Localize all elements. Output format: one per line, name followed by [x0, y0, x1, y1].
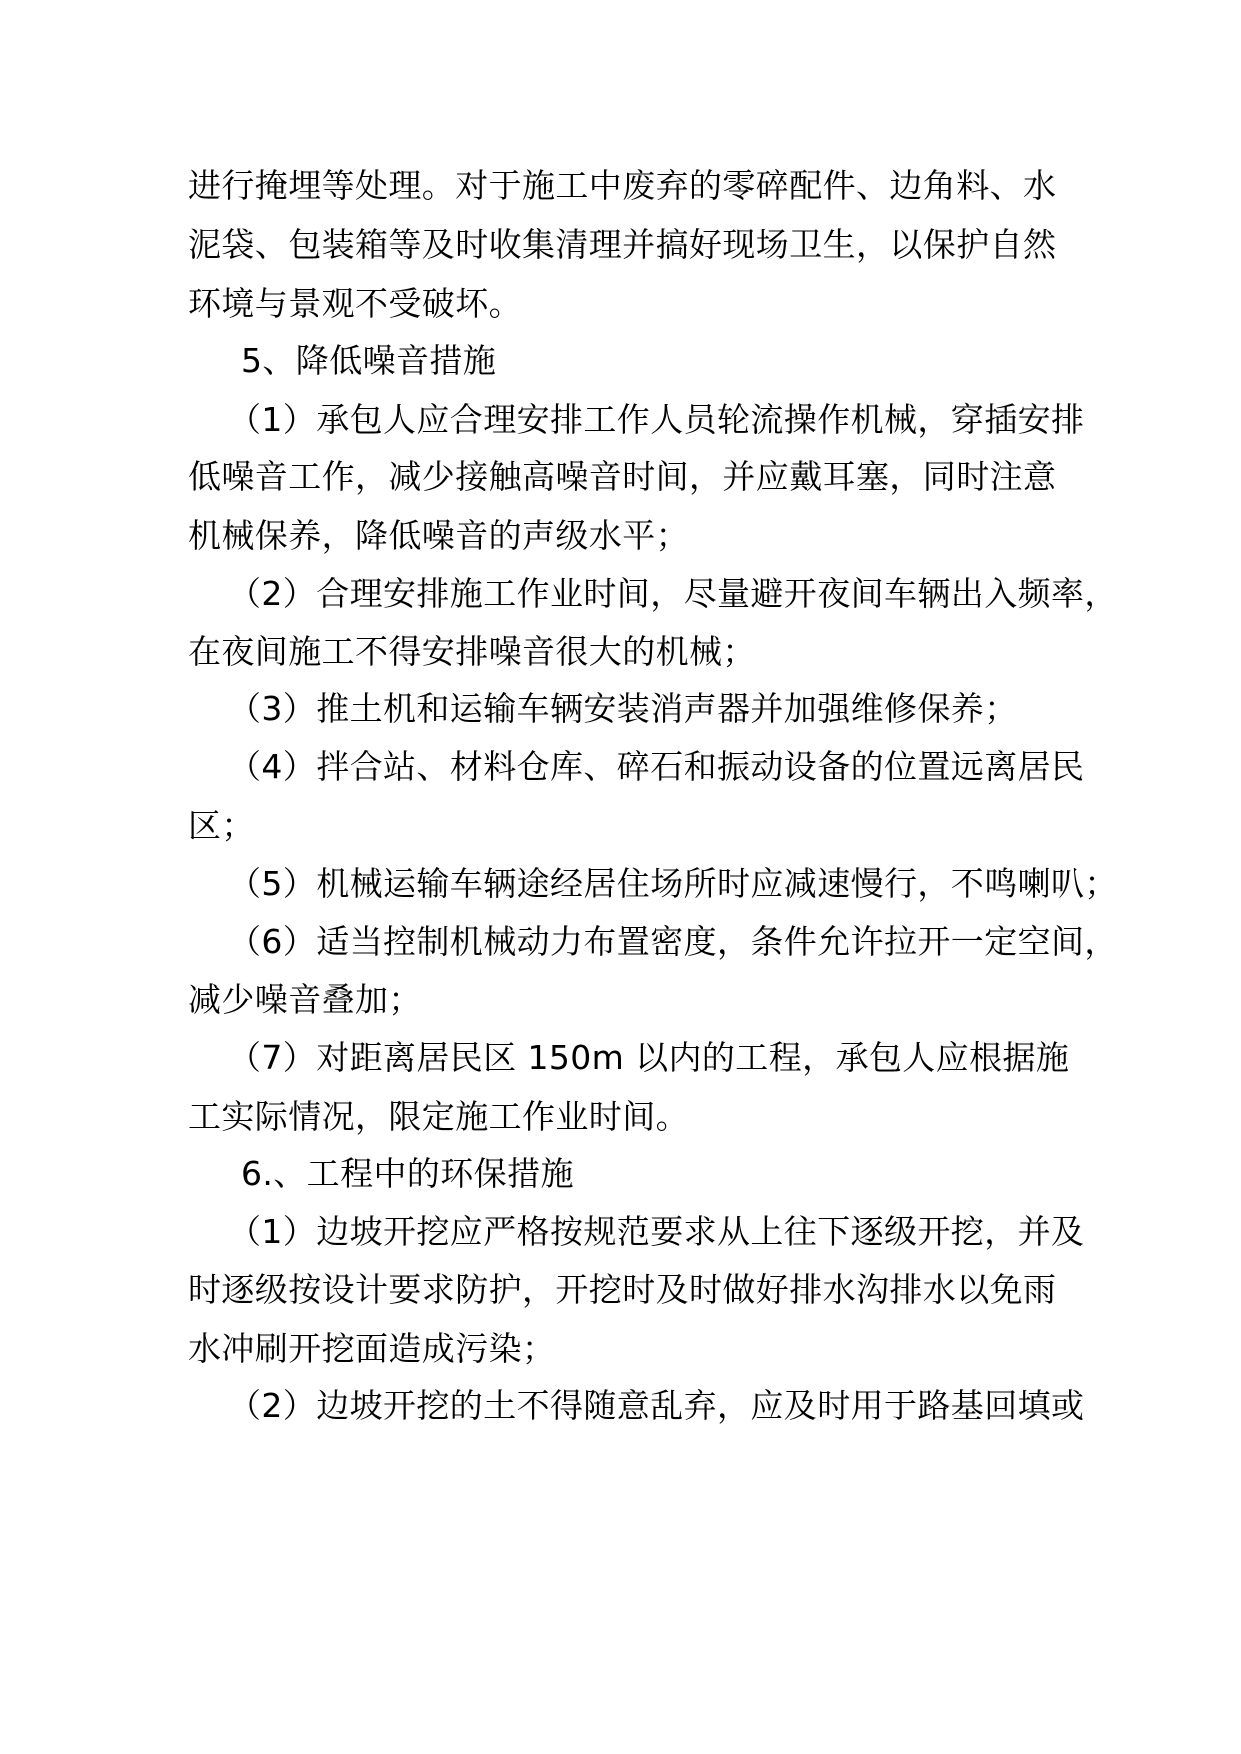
list-item-line: （5）机械运输车辆途经居住场所时应减速慢行，不鸣喇叭；: [228, 864, 1118, 903]
paragraph-line: 水冲刷开挖面造成污染；: [188, 1329, 556, 1368]
list-item-line: （3）推土机和运输车辆安装消声器并加强维修保养；: [228, 689, 1018, 728]
paragraph-line: 环境与景观不受破坏。: [188, 284, 522, 323]
list-item-line: （4）拌合站、材料仓库、碎石和振动设备的位置远离居民: [228, 747, 1085, 786]
paragraph-line: 在夜间施工不得安排噪音很大的机械；: [188, 632, 756, 671]
list-item-line: （2）边坡开挖的土不得随意乱弃，应及时用于路基回填或: [228, 1386, 1085, 1425]
paragraph-line: 低噪音工作，减少接触高噪音时间，并应戴耳塞，同时注意: [188, 457, 1057, 496]
paragraph-line: 时逐级按设计要求防护，开挖时及时做好排水沟排水以免雨: [188, 1270, 1057, 1309]
list-item-line: （1）边坡开挖应严格按规范要求从上往下逐级开挖，并及: [228, 1212, 1085, 1251]
section-heading: 5、降低噪音措施: [241, 341, 497, 380]
list-item-line: （1）承包人应合理安排工作人员轮流操作机械，穿插安排: [228, 400, 1085, 439]
paragraph-line: 机械保养，降低噪音的声级水平；: [188, 516, 689, 555]
paragraph-line: 进行掩埋等处理。对于施工中废弃的零碎配件、边角料、水: [188, 166, 1057, 205]
paragraph-line: 工实际情况，限定施工作业时间。: [188, 1097, 689, 1136]
paragraph-line: 减少噪音叠加；: [188, 980, 422, 1019]
list-item-line: （6）适当控制机械动力布置密度，条件允许拉开一定空间，: [228, 922, 1118, 961]
list-item-line: （7）对距离居民区 150m 以内的工程，承包人应根据施: [228, 1038, 1070, 1077]
section-heading: 6.、工程中的环保措施: [241, 1154, 574, 1193]
list-item-line: （2）合理安排施工作业时间，尽量避开夜间车辆出入频率，: [228, 574, 1118, 613]
paragraph-line: 区；: [188, 806, 255, 845]
paragraph-line: 泥袋、包装箱等及时收集清理并搞好现场卫生，以保护自然: [188, 225, 1057, 264]
